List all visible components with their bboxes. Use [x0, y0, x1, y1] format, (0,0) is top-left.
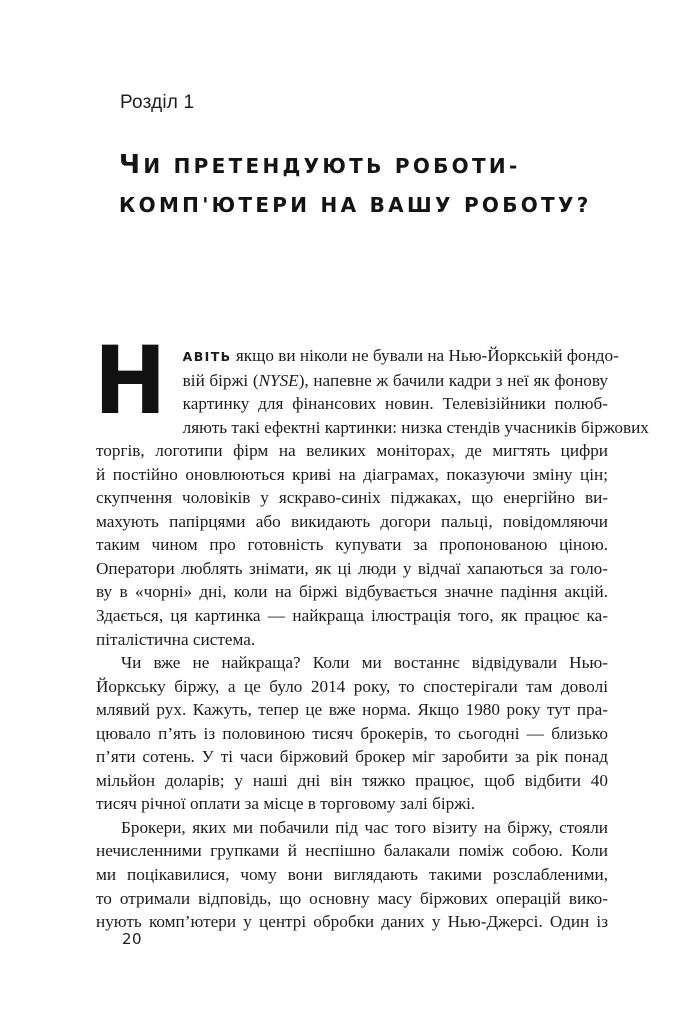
page-number: 20 [122, 930, 143, 948]
text-line: то отримали відповідь, що основну масу біржових операцій вико- [96, 888, 608, 908]
text-line: торгів, логотипи фірм на великих моніторах, де мигтять цифри [96, 441, 608, 461]
text-line: нують комп’ютери у центрі обробки даних у Нью-Джерсі. Один із [96, 912, 608, 932]
text-line: Чи вже не найкраща? Коли ми востаннє відвідували Нью- [121, 653, 608, 673]
text-line: й постійно оновлюються криві на діаграмах, показуючи зміну цін; [96, 464, 608, 484]
text-line: Йоркську біржу, а це було 2014 року, то спостерігали там доволі [96, 676, 608, 696]
text-line: млявий рух. Кажуть, тепер це вже норма. Якщо 1980 року тут пра- [96, 700, 608, 720]
text-line: Здається, ця картинка — найкраща ілюстрація того, як працює ка- [96, 606, 608, 626]
text-line: ву в «чорні» дні, коли на біржі відбувається значне падіння акцій. [96, 582, 608, 602]
chapter-label: Розділ 1 [120, 92, 195, 113]
text-line: ляють такі ефектні картинки: низка стендів учасників біржових [182, 417, 649, 437]
text-line: Брокери, яких ми побачили під час того візиту на біржу, стояли [121, 817, 608, 837]
text-line: ми поцікавилися, чому вони виглядають такими розслабленими, [96, 865, 608, 885]
text-line: скупчення чоловіків у яскраво-синіх піджаках, що енергійно ви- [96, 488, 608, 508]
text-line: Оператори люблять знімати, як ці люди у відчаї хапаються за голо- [96, 558, 608, 578]
chapter-title-line-2: КОМП'ЮТЕРИ НА ВАШУ РОБОТУ? [119, 193, 592, 217]
text-line: нечисленними групками й неспішно балакали поміж собою. Коли [96, 841, 608, 861]
paragraph-1 [94, 327, 649, 651]
drop-cap: Н [94, 327, 167, 436]
text-line: тисяч річної оплати за місце в торговому залі біржі. [96, 794, 476, 814]
body-text [94, 327, 649, 934]
chapter-title-line-1: ЧИ ПРЕТЕНДУЮТЬ РОБОТИ- [119, 150, 521, 180]
text-line: махують папірцями або викидають догори пальці, повідомляючи [96, 511, 608, 531]
nyse-abbreviation: NYSE [258, 370, 299, 390]
text-line: картинку для фінансових новин. Телевізійники полюб- [182, 394, 608, 414]
paragraph-2 [96, 651, 608, 816]
text-line: цювало п’ять із половиною тисяч брокерів, то сьогодні — близько [96, 723, 608, 743]
text-line: вій біржі (NYSE), напевне ж бачили кадри з неї як фонову [182, 370, 608, 390]
text-line: таким чином про готовність купувати за пропонованою ціною. [96, 535, 608, 555]
paragraph-3 [96, 816, 608, 934]
chapter-title [119, 146, 619, 225]
text-line: АВІТЬ якщо ви ніколи не бували на Нью-Йоркській фондо- [182, 346, 619, 365]
text-line: п’яти сотень. У ті часи біржовий брокер міг заробити за рік понад [96, 747, 608, 767]
text-line: мільйон доларів; у наші дні він тяжко працює, щоб відбити 40 [96, 770, 608, 790]
text-line: піталістична система. [96, 629, 256, 649]
lead-in: АВІТЬ [182, 349, 232, 364]
